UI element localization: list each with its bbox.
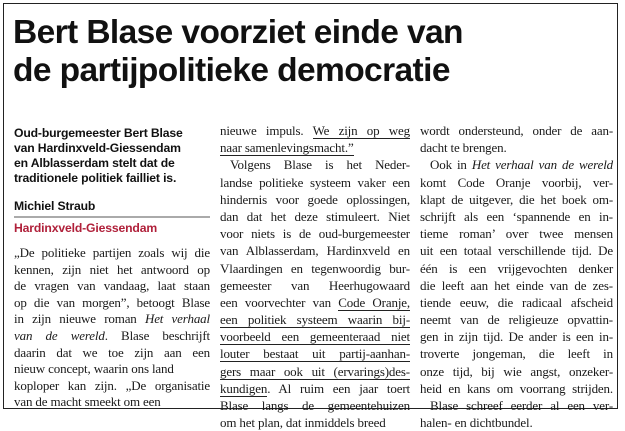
- text-line: [420, 363, 613, 380]
- text-segment: „De politieke partijen zoals wij die: [14, 245, 210, 260]
- text-segment: troverte jongeman, die leeft in: [420, 346, 613, 362]
- text-line: [220, 397, 410, 414]
- column-3: [420, 122, 613, 431]
- text-segment: kennen, zijn niet het antwoord op: [14, 261, 210, 277]
- text-segment: schrijft als een ‘spannende en in-: [420, 208, 613, 224]
- text-line: [420, 156, 613, 173]
- column-1: [14, 122, 210, 411]
- text-line: [420, 414, 613, 431]
- text-line: [220, 311, 410, 328]
- text-line: [220, 414, 410, 431]
- text-line: [420, 397, 613, 414]
- text-line: [220, 122, 410, 139]
- text-line: [14, 311, 210, 328]
- text-segment: landse politieke systeem vaker een: [220, 174, 410, 190]
- text-segment: Blase schreef eerder al een ver-: [430, 398, 613, 413]
- text-segment: dacht te brengen.: [420, 140, 507, 156]
- text-line: [220, 156, 410, 173]
- author-byline: Michiel Straub: [14, 199, 96, 213]
- text-segment: nieuwe impuls.: [220, 123, 313, 138]
- text-line: [220, 277, 410, 294]
- text-line: [220, 139, 410, 156]
- text-line: [420, 242, 613, 259]
- underlined-text: We zijn op weg: [312, 123, 410, 138]
- text-segment: Blase langs de gemeentehuizen: [220, 398, 410, 413]
- headline: [13, 14, 463, 90]
- text-line: [420, 174, 613, 191]
- text-line: [14, 295, 210, 312]
- text-segment: tiende eeuw, die radicaal afscheid: [420, 294, 613, 310]
- text-segment: in zijn nieuwe roman: [14, 311, 145, 327]
- text-segment: tieme roman’ over twee mensen: [420, 226, 613, 242]
- text-line: [420, 380, 613, 397]
- text-segment: daarin dat we toe zijn aan een: [14, 344, 210, 360]
- text-line: [14, 262, 210, 279]
- italic-title: van de wereld: [14, 327, 105, 343]
- text-line: [420, 311, 613, 328]
- text-segment: . Al ruim een jaar toert: [267, 380, 410, 396]
- italic-title: Het verhaal van de wereld: [471, 157, 614, 173]
- text-line: [220, 260, 410, 277]
- text-segment: de vragen van vandaag, laat staan: [14, 278, 210, 294]
- text-segment: Vlaardingen en tegenwoordig bur-: [220, 260, 410, 276]
- text-segment: voor niets is de oud-burgemeester: [220, 226, 410, 242]
- text-line: [14, 328, 210, 345]
- text-segment: koploper kan zijn. „De organisatie: [14, 377, 210, 393]
- italic-title: Het verhaal: [144, 311, 210, 327]
- underlined-text: louter bestaat uit partij-aanhan-: [220, 346, 410, 362]
- text-line: [14, 278, 210, 295]
- text-segment: klapt de uitgever, die het boek om-: [420, 191, 613, 207]
- text-segment: nieuw concept, waarin ons land: [14, 361, 174, 377]
- body-text: [14, 245, 210, 411]
- lead-line: van Hardinxveld-Giessendam: [14, 141, 181, 155]
- text-line: [14, 345, 210, 362]
- text-segment: dan dat het deze stimuleert. Niet: [220, 208, 410, 224]
- lead-line: traditionele politiek failliet is.: [14, 171, 177, 185]
- text-segment: komt Code Oranje voorbij, ver-: [420, 174, 613, 190]
- text-segment: van Alblasserdam, Hardinxveld en: [220, 243, 410, 259]
- text-segment: van de macht smeekt om een: [14, 394, 161, 410]
- text-segment: Volgens Blase is het Neder-: [230, 157, 410, 173]
- lead-line: Oud-burgemeester Bert Blase: [14, 126, 183, 140]
- text-segment: neemt van de religieuze opvattin-: [420, 312, 613, 328]
- underlined-text: naar samenlevingsmacht.”: [220, 140, 354, 156]
- text-line: [220, 380, 410, 397]
- text-segment: gen in zijn tijd. De ander is een in-: [420, 329, 613, 345]
- text-line: [220, 225, 410, 242]
- text-segment: wordt ondersteund, onder de aan-: [420, 123, 613, 138]
- text-line: [420, 345, 613, 362]
- text-line: [420, 260, 613, 277]
- text-segment: op die van morgen”, betoogt Blase: [14, 294, 210, 310]
- text-line: [14, 245, 210, 262]
- text-line: [420, 277, 613, 294]
- text-line: [420, 139, 613, 156]
- headline-line: Bert Blase voorziet einde van: [13, 14, 463, 51]
- underlined-text: gers maar ook uit (ervarings)des-: [220, 363, 410, 379]
- text-segment: een voorvechter van: [220, 294, 339, 310]
- text-line: [220, 242, 410, 259]
- text-segment: uit een totaal verschillende tijd. De: [420, 243, 613, 259]
- lead-paragraph: [14, 126, 210, 186]
- dateline-place: Hardinxveld-Giessendam: [14, 221, 158, 235]
- body-text: [420, 122, 613, 431]
- text-line: [14, 394, 210, 411]
- text-segment: hindernis voor goede oplossingen,: [220, 191, 410, 207]
- text-line: [220, 345, 410, 362]
- text-line: [220, 208, 410, 225]
- text-line: [14, 361, 210, 378]
- underlined-text: kundigen: [220, 380, 268, 396]
- underlined-text: een politiek systeem waarin bij-: [220, 312, 410, 328]
- text-line: [420, 294, 613, 311]
- underlined-text: voorbeeld een gemeenteraad niet: [220, 329, 410, 345]
- text-line: [220, 294, 410, 311]
- text-line: [420, 208, 613, 225]
- text-line: [220, 363, 410, 380]
- text-segment: onze tijd, bij wie angst, onzeker-: [420, 363, 613, 379]
- text-segment: om het plan, dat inmiddels breed: [220, 415, 386, 431]
- text-line: [220, 328, 410, 345]
- lead-line: en Alblasserdam stelt dat de: [14, 156, 175, 170]
- underlined-text: Code Oranje,: [338, 294, 411, 310]
- text-line: [420, 328, 613, 345]
- text-segment: Ook in: [430, 157, 472, 173]
- newspaper-clipping: [3, 3, 618, 431]
- text-line: [420, 122, 613, 139]
- text-segment: gemeester van Heerhugowaard: [220, 277, 410, 293]
- body-text: [220, 122, 410, 431]
- text-segment: halen- en dichtbundel.: [420, 415, 533, 431]
- text-line: [220, 174, 410, 191]
- text-line: [14, 378, 210, 395]
- text-segment: die leeft aan het einde van de zes-: [420, 277, 613, 293]
- text-segment: heid en kans om voorrang strijden.: [420, 380, 613, 396]
- text-segment: . Blase beschrijft: [104, 327, 210, 343]
- byline-divider: [14, 216, 210, 218]
- text-segment: één is een vrijgevochten denker: [420, 260, 613, 276]
- text-line: [420, 191, 613, 208]
- text-line: [420, 225, 613, 242]
- text-line: [220, 191, 410, 208]
- headline-line: de partijpolitieke democratie: [13, 52, 450, 89]
- column-2: [220, 122, 410, 431]
